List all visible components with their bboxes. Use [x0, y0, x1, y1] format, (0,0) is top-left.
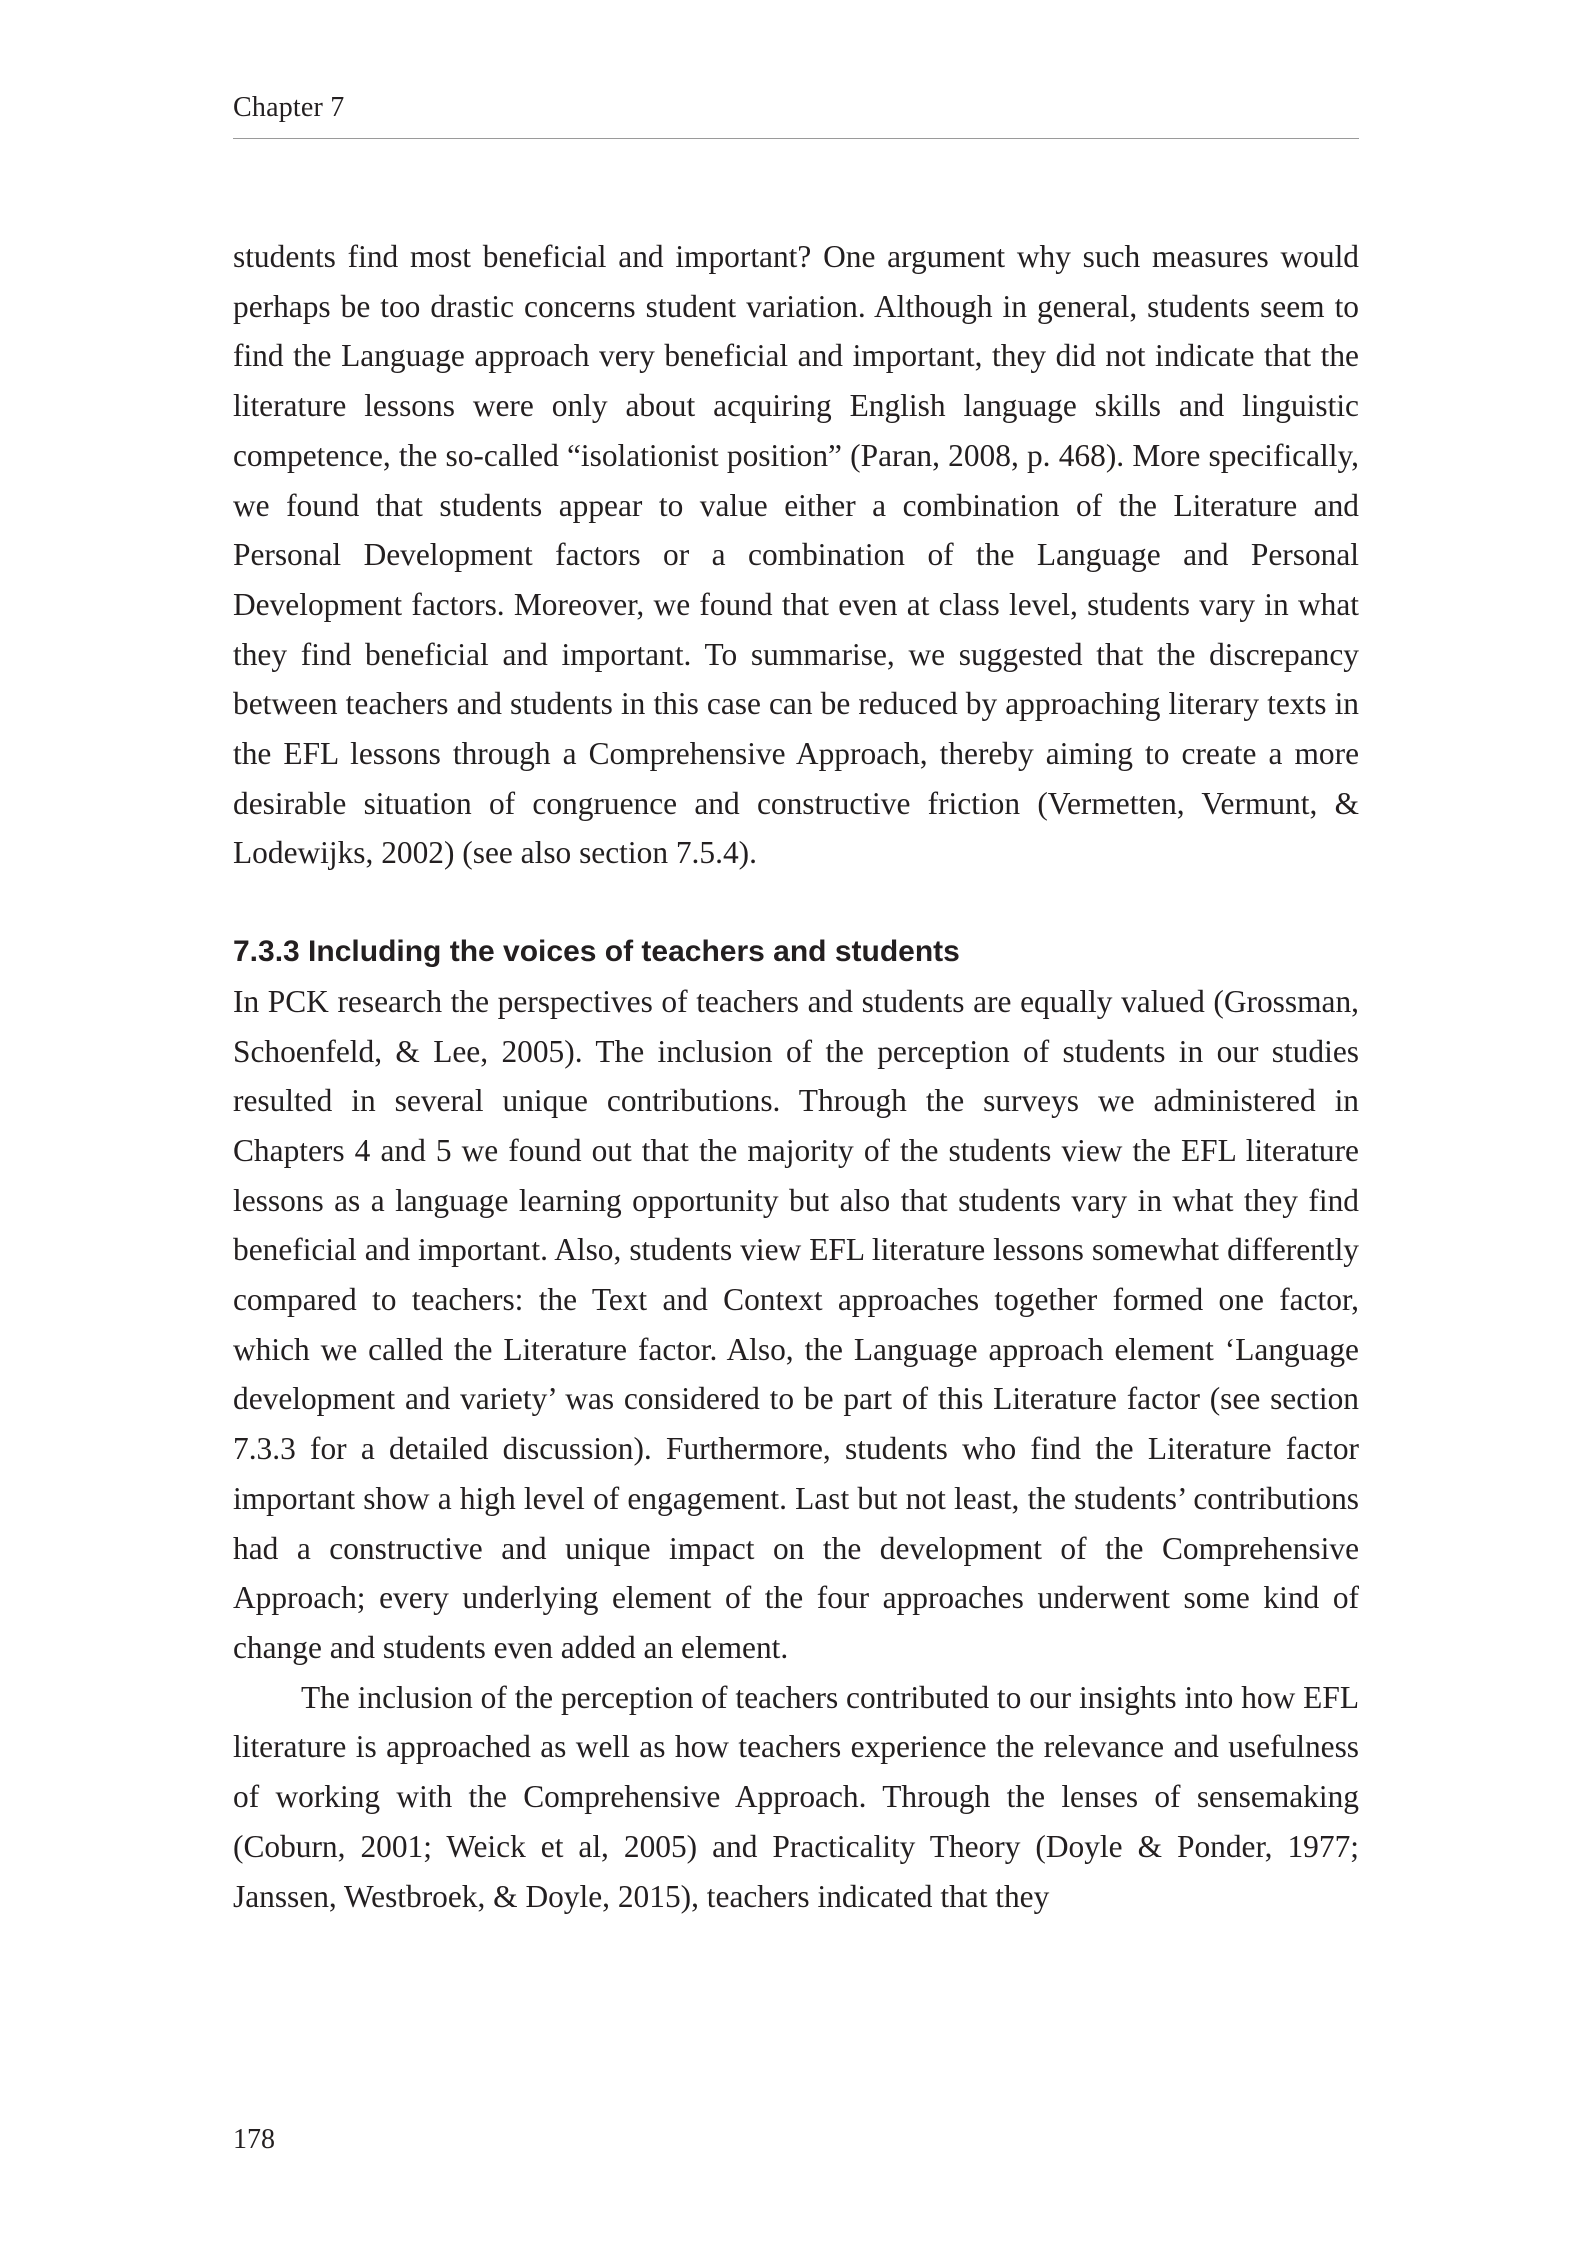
paragraph: The inclusion of the perception of teachers contributed to our insights into how EFL literature is approached as well as how teachers experience the relevance and usefulness of working with the Comprehensive Approach. Through the lenses of sensemaking (Coburn, 2001; Weick et al, 2005) and Practicality Theory (Doyle & Ponder, 1977; Janssen, Westbroek, & Doyle, 2015), teachers indicated that they — [233, 1679, 1359, 1914]
paragraph: students find most beneficial and important? One argument why such measures would perhaps be too drastic concerns student variation. Although in general, students seem to find the Language approach very beneficial and important, they did not indicate that the literature lessons were only about acquiring English language skills and linguistic competence, the so-called “isolationist position” (Paran, 2008, p. 468). More specifically, we found that students appear to value either a combination of the Literature and Personal Development factors or a combination of the Language and Personal Development factors. Moreover, we found that even at class level, students vary in what they find beneficial and important. To summarise, we suggested that the discrepancy between teachers and students in this case can be reduced by approaching literary texts in the EFL lessons through a Comprehensive Approach, thereby aiming to create a more desirable situation of congruence and constructive friction (Vermetten, Vermunt, & Lodewijks, 2002) (see also section 7.5.4). — [233, 239, 1359, 871]
page-number: 178 — [233, 2124, 275, 2155]
section-heading: 7.3.3 Including the voices of teachers and students — [233, 935, 960, 969]
body-text — [233, 232, 1359, 1921]
paragraph-spacer — [233, 878, 1359, 927]
running-head: Chapter 7 — [233, 92, 345, 123]
header-rule — [233, 138, 1359, 139]
paragraph: In PCK research the perspectives of teachers and students are equally valued (Grossman, Schoenfeld, & Lee, 2005). The inclusion of the perception of students in our studies resulted in several unique contributions. Through the surveys we administered in Chapters 4 and 5 we found out that the majority of the students view the EFL literature lessons as a language learning opportunity but also that students vary in what they find beneficial and important. Also, students view EFL literature lessons somewhat differently compared to teachers: the Text and Context approaches together formed one factor, which we called the Literature factor. Also, the Language approach element ‘Language development and variety’ was considered to be part of this Literature factor (see section 7.3.3 for a detailed discussion). Furthermore, students who find the Literature factor important show a high level of engagement. Last but not least, the students’ contributions had a constructive and unique impact on the development of the Comprehensive Approach; every underlying element of the four approaches underwent some kind of change and students even added an element. — [233, 983, 1359, 1665]
